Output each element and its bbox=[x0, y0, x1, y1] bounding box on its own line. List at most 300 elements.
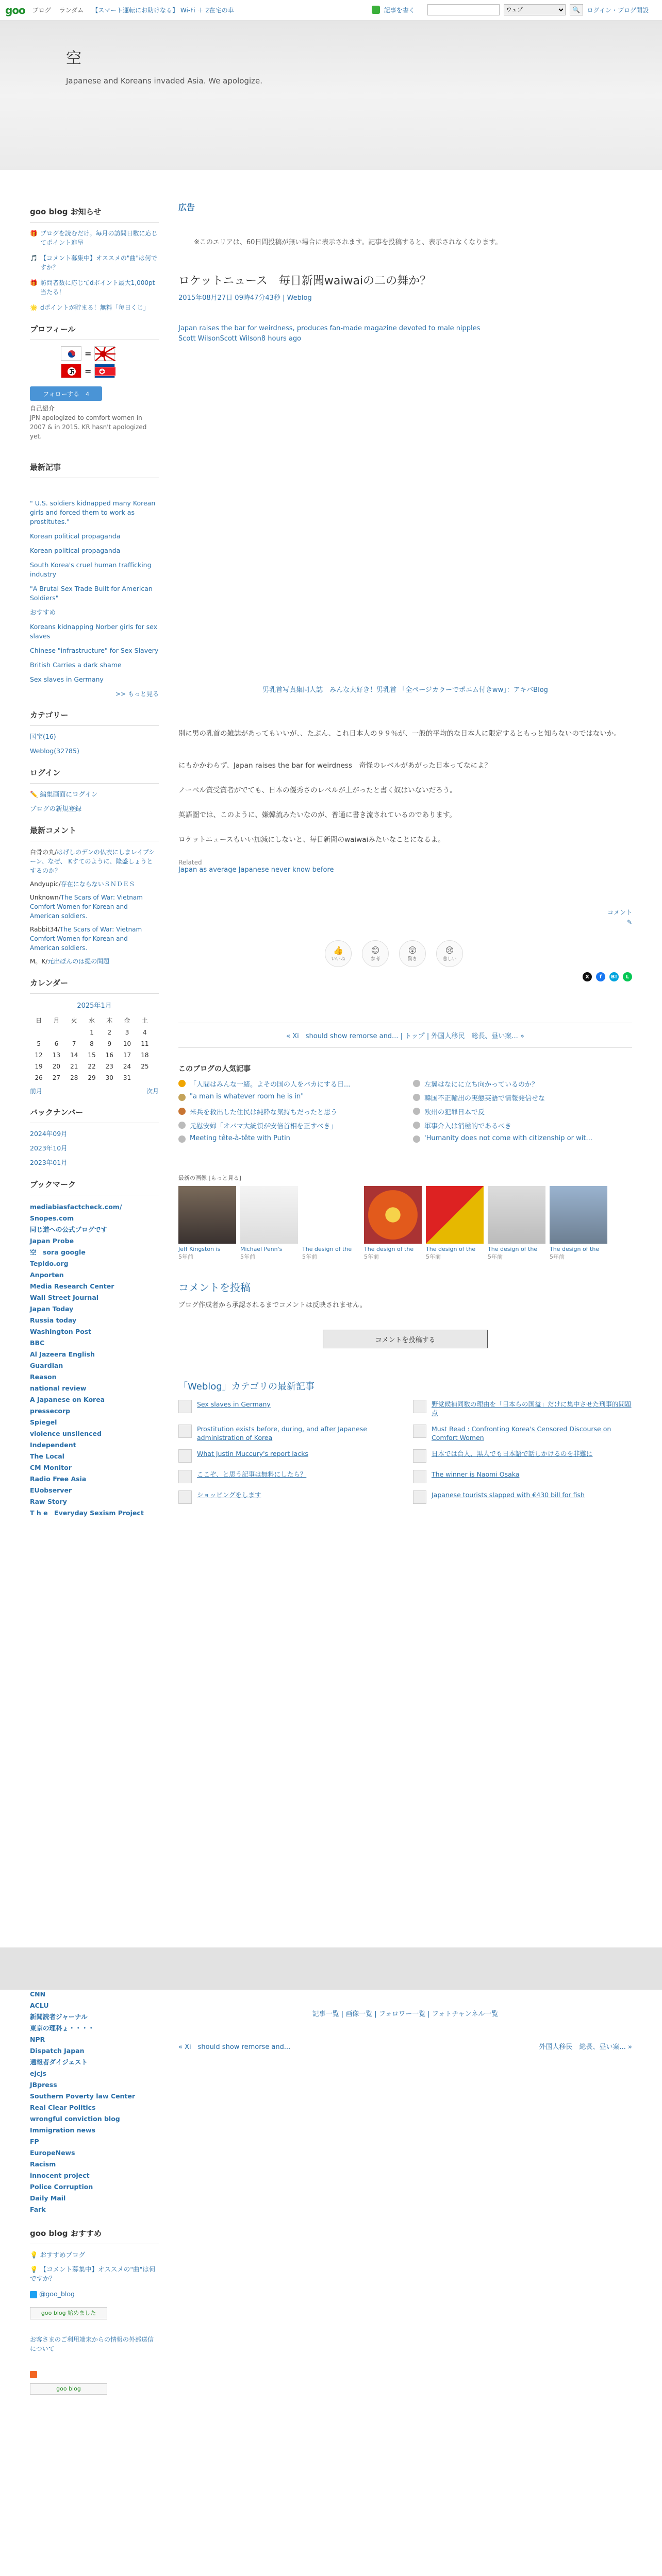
recent-more-link[interactable]: >> もっと見る bbox=[115, 690, 159, 698]
recent-post-link[interactable]: "A Brutal Sex Trade Built for American Soldiers" bbox=[30, 585, 153, 602]
latest-post-item[interactable] bbox=[413, 1425, 632, 1442]
calendar-day[interactable]: 9 bbox=[107, 1040, 112, 1047]
thumbnail-caption[interactable]: Michael Penn's bbox=[240, 1246, 283, 1252]
bookmark-link[interactable]: BBC bbox=[30, 1339, 45, 1347]
comment-link-label: コメント bbox=[607, 909, 632, 916]
recent-post-link[interactable]: " U.S. soldiers kidnapped many Korean girls and forced them to work as prostitutes." bbox=[30, 499, 156, 526]
recent-post-link[interactable]: おすすめ bbox=[30, 608, 56, 616]
sidebar-continued bbox=[30, 1989, 159, 2406]
profile-section bbox=[30, 324, 159, 441]
bookmark-link[interactable]: Fark bbox=[30, 2206, 46, 2213]
post-paragraph: 別に男の乳首の雑誌があってもいいが、、たぶん、これ日本人の９９％が、一般的平均的な日本人に限定するともっと知らないのではないか。 bbox=[178, 730, 621, 738]
calendar-prev-link[interactable]: 前月 bbox=[30, 1088, 43, 1095]
thumbnail-caption[interactable]: Jeff Kingston is bbox=[178, 1246, 221, 1252]
latest-post-item[interactable] bbox=[413, 1470, 632, 1483]
calendar-day[interactable]: 14 bbox=[70, 1052, 78, 1059]
calendar-day bbox=[136, 1072, 154, 1083]
bookmark-link[interactable]: FP bbox=[30, 2138, 39, 2145]
thumbnail[interactable] bbox=[488, 1186, 545, 1261]
bookmark-link[interactable]: Real Clear Politics bbox=[30, 2104, 96, 2111]
calendar-day[interactable]: 5 bbox=[37, 1040, 41, 1047]
comments-section bbox=[30, 825, 159, 966]
share-buttons bbox=[178, 972, 632, 981]
comment-author: M。K/ bbox=[30, 958, 48, 965]
nav-blog[interactable]: ブログ bbox=[32, 7, 51, 14]
calendar-day[interactable]: 30 bbox=[105, 1074, 113, 1081]
popular-item-title: 'Humanity does not come with citizenship or wit... bbox=[424, 1134, 592, 1142]
latest-post-title: 日本では台人、黒人でも日本語で話しかけるのを非難に bbox=[432, 1450, 593, 1458]
bookmark-link[interactable]: innocent project bbox=[30, 2172, 90, 2179]
bookmark-link[interactable]: Police Corruption bbox=[30, 2183, 93, 2191]
latest-heading: 「Weblog」カテゴリの最新記事 bbox=[178, 1381, 315, 1392]
latest-post-title: Japanese tourists slapped with €430 bill for fish bbox=[432, 1491, 585, 1499]
popular-item-title: "a man is whatever room he is in" bbox=[190, 1093, 304, 1100]
post-paragraph: ロケットニュースもいい加減にしないと、毎日新聞のwaiwaiみたいなことになるよ。 bbox=[178, 836, 445, 844]
gift-icon: 🎁 bbox=[30, 279, 38, 286]
music-icon: 🎵 bbox=[30, 255, 38, 262]
calendar-month[interactable]: 2025年1月 bbox=[77, 1002, 112, 1010]
calendar-day[interactable]: 17 bbox=[123, 1052, 131, 1059]
bookmark-link[interactable]: Japan Probe bbox=[30, 1237, 74, 1245]
recommend-label: 【コメント募集中】オススメの"曲"は何ですか？ bbox=[30, 2265, 156, 2282]
popular-item[interactable] bbox=[178, 1107, 398, 1116]
popular-heading: このブログの人気記事 bbox=[178, 1065, 251, 1073]
bookmark-link[interactable]: JBpress bbox=[30, 2081, 57, 2089]
bookmark-link[interactable]: Tepido.org bbox=[30, 1260, 69, 1267]
calendar-day[interactable]: 7 bbox=[72, 1040, 76, 1047]
calendar-next-link[interactable]: 次月 bbox=[146, 1088, 159, 1095]
latest-post-item[interactable] bbox=[178, 1449, 398, 1463]
document-icon bbox=[178, 1400, 192, 1413]
comment-link[interactable]: The Scars of War: Vietnam Comfort Women for Korean and American soldiers. bbox=[30, 894, 143, 920]
backnumber-link[interactable]: 2023年10月 bbox=[30, 1144, 68, 1152]
bookmark-link[interactable]: Southern Poverty law Center bbox=[30, 2092, 136, 2100]
document-icon bbox=[178, 1470, 192, 1483]
thumbnail-image[interactable] bbox=[364, 1186, 422, 1244]
popular-item-title: 韓国不正輸出の実態英語で情報発信せな bbox=[424, 1095, 545, 1103]
latest-post-title: 野党候補同数の理由を「日本らの国益」だけに集中させた刑事的問題点 bbox=[432, 1400, 632, 1417]
news-item-text[interactable]: 訪問者数に応じてdポイント最大1,000pt当たる！ bbox=[40, 279, 155, 296]
bottom-links[interactable]: 記事一覧 | 画像一覧 | フォロワー一覧 | フォトチャンネル一覧 bbox=[312, 2010, 499, 2018]
profile-heading: プロフィール bbox=[30, 324, 159, 340]
news-section bbox=[30, 206, 159, 312]
calendar-table bbox=[30, 1014, 154, 1083]
bookmark-link[interactable]: CM Monitor bbox=[30, 1464, 72, 1471]
calendar-day[interactable]: 4 bbox=[143, 1029, 147, 1036]
thumbnail-caption[interactable]: The design of the bbox=[426, 1246, 476, 1252]
bookmark-link[interactable]: Washington Post bbox=[30, 1328, 92, 1335]
bookmark-link[interactable]: 空 sora google bbox=[30, 1248, 86, 1256]
latest-post-item[interactable] bbox=[178, 1490, 398, 1504]
surprised-icon: 😲 bbox=[408, 945, 417, 955]
recent-post-link[interactable]: Korean political propaganda bbox=[30, 532, 121, 540]
calendar-weekday: 土 bbox=[141, 1017, 148, 1024]
star-icon: 🌟 bbox=[30, 304, 38, 311]
popular-item[interactable] bbox=[413, 1079, 632, 1089]
bottom-prev-link[interactable]: « Xi should show remorse and... bbox=[178, 2043, 291, 2051]
bookmark-link[interactable]: Anporten bbox=[30, 1271, 64, 1279]
latest-post-item[interactable] bbox=[413, 1449, 632, 1463]
goo-blog-badge[interactable]: goo blog 始めました bbox=[30, 2307, 107, 2319]
post-category[interactable]: Weblog bbox=[287, 294, 312, 302]
latest-post-title: ショッピングをします bbox=[197, 1491, 261, 1499]
calendar-day[interactable]: 3 bbox=[125, 1029, 129, 1036]
calendar-day[interactable]: 2 bbox=[107, 1029, 112, 1036]
thumbnail[interactable] bbox=[240, 1186, 298, 1261]
rising-sun-flag-icon bbox=[94, 346, 115, 361]
profile-bio: JPN apologized to comfort women in 2007 & in 2015. KR hasn't apologized yet. bbox=[30, 414, 147, 440]
bookmark-link[interactable]: pressecorp bbox=[30, 1407, 71, 1415]
edit-login-label: 編集画面にログイン bbox=[40, 790, 98, 798]
goo-logo[interactable]: goo bbox=[5, 4, 25, 16]
calendar-day[interactable]: 19 bbox=[35, 1063, 43, 1070]
search-input[interactable] bbox=[427, 4, 500, 15]
popular-item[interactable] bbox=[413, 1107, 632, 1116]
bookmark-link[interactable]: national review bbox=[30, 1384, 87, 1392]
post-author[interactable]: Scott WilsonScott Wilson8 hours ago bbox=[178, 335, 302, 343]
pencil-icon: ✎ bbox=[626, 919, 632, 926]
calendar-day[interactable]: 15 bbox=[88, 1052, 96, 1059]
thumbnail-image[interactable] bbox=[240, 1186, 298, 1244]
ad-band bbox=[0, 1947, 662, 1990]
crown-icon bbox=[413, 1080, 420, 1087]
rss-icon[interactable] bbox=[30, 2371, 37, 2378]
comment-link[interactable]: はげしのデンの仏衣にしまレイプシーン、なぜ、 Kすてのように、隆盛しょうとするのか？ bbox=[30, 849, 155, 874]
blog-description: Japanese and Koreans invaded Asia. We apologize. bbox=[66, 76, 262, 86]
post-body bbox=[178, 728, 632, 845]
news-item[interactable] bbox=[30, 253, 159, 272]
popular-item[interactable] bbox=[178, 1121, 398, 1130]
bookmark-link[interactable]: 東京の理科ょ・・・・ bbox=[30, 2024, 95, 2032]
bookmark-link[interactable]: EuropeNews bbox=[30, 2149, 75, 2157]
bookmark-link[interactable]: Dispatch Japan bbox=[30, 2047, 85, 2055]
post-date[interactable]: 2015年08月27日 09時47分43秒 bbox=[178, 294, 280, 302]
bookmarks-heading: ブックマーク bbox=[30, 1179, 159, 1195]
hatena-share-icon[interactable]: B! bbox=[609, 972, 619, 981]
reaction-like[interactable] bbox=[325, 940, 352, 967]
calendar-heading: カレンダー bbox=[30, 977, 159, 994]
calendar-weekday: 月 bbox=[53, 1017, 60, 1024]
document-icon bbox=[413, 1425, 426, 1438]
thumbnail-image[interactable] bbox=[550, 1186, 607, 1244]
bookmark-link[interactable]: mediabiasfactcheck.com/ bbox=[30, 1203, 122, 1211]
thumbs-heading[interactable]: 最新の画像 [もっと見る] bbox=[178, 1175, 242, 1181]
thumbnail-image[interactable] bbox=[302, 1186, 360, 1244]
related-heading: Related bbox=[178, 859, 202, 866]
bookmark-link[interactable]: NPR bbox=[30, 2036, 45, 2043]
calendar-day bbox=[65, 1027, 83, 1038]
news-item-text[interactable]: dポイントが貯まる！無料「毎日くじ」 bbox=[40, 304, 150, 311]
privacy-note-link[interactable]: お客さまのご利用端末からの情報の外部送信について bbox=[30, 2336, 154, 2352]
comment-author: Rabbit34/ bbox=[30, 926, 60, 933]
calendar-day[interactable]: 29 bbox=[88, 1074, 96, 1081]
recommend-link[interactable]: 💡 【コメント募集中】オススメの"曲"は何ですか？ bbox=[30, 2265, 156, 2282]
bookmark-link[interactable]: Wall Street Journal bbox=[30, 1294, 99, 1301]
popular-item[interactable] bbox=[178, 1079, 398, 1089]
bookmark-link[interactable]: Guardian bbox=[30, 1362, 63, 1369]
flag-row bbox=[61, 346, 123, 361]
latest-post-item[interactable] bbox=[178, 1425, 398, 1442]
profile-image[interactable] bbox=[61, 346, 123, 378]
bookmark-link[interactable]: Russia today bbox=[30, 1316, 77, 1324]
thumbnail-image[interactable] bbox=[488, 1186, 545, 1244]
bookmark-link[interactable]: Snopes.com bbox=[30, 1214, 74, 1222]
calendar-week bbox=[30, 1072, 154, 1083]
recommend-heading: goo blog おすすめ bbox=[30, 2228, 159, 2244]
popular-item[interactable] bbox=[178, 1134, 398, 1143]
document-icon bbox=[413, 1400, 426, 1413]
calendar-day[interactable]: 23 bbox=[105, 1063, 113, 1070]
post-paragraph: 英語圏では、このように、嫌韓流みたいなのが、普通に書き流されているのであります。 bbox=[178, 811, 456, 819]
news-item-text[interactable]: ブログを読むだけ。毎月の訪問日数に応じてポイント進呈 bbox=[40, 230, 158, 246]
login-heading: ログイン bbox=[30, 767, 159, 784]
calendar-weekdays bbox=[30, 1014, 154, 1027]
edit-login-link[interactable] bbox=[30, 790, 159, 799]
thumbnail-caption[interactable]: The design of the bbox=[488, 1246, 538, 1252]
document-icon bbox=[178, 1425, 192, 1438]
follow-count: 4 bbox=[86, 390, 89, 398]
calendar-day[interactable]: 21 bbox=[70, 1063, 78, 1070]
latest-post-title: Must Read : Confronting Korea's Censored Discourse on Comfort Women bbox=[432, 1425, 611, 1442]
circle-icon bbox=[413, 1094, 420, 1101]
reaction-sad[interactable] bbox=[436, 940, 463, 967]
equals-icon: = bbox=[85, 348, 92, 359]
thumbnail[interactable] bbox=[550, 1186, 607, 1261]
popular-item-title: 左翼はなにに立ち向かっているのか？ bbox=[424, 1081, 539, 1089]
calendar-weekday: 金 bbox=[124, 1017, 130, 1024]
bookmark-link[interactable]: Independent bbox=[30, 1441, 76, 1449]
recent-post-link[interactable]: Koreans kidnapping Norber girls for sex slaves bbox=[30, 623, 158, 640]
comment-link[interactable]: 存在にならないＳＮＤＥＳ bbox=[60, 880, 135, 888]
search-button[interactable]: 🔍 bbox=[570, 4, 583, 15]
recent-posts-list bbox=[30, 499, 159, 684]
latest-post-title: ここぞ、と思う記事は無料にしたら？ bbox=[197, 1470, 307, 1478]
bookmark-link[interactable]: EUobserver bbox=[30, 1486, 72, 1494]
red-flag-icon bbox=[61, 364, 81, 378]
thumbnail[interactable] bbox=[364, 1186, 422, 1261]
related-link[interactable]: Japan as average Japanese never know before bbox=[178, 866, 334, 874]
comment-author: Unknown/ bbox=[30, 894, 61, 901]
sad-icon: 😢 bbox=[445, 945, 454, 955]
post-comment-button[interactable]: コメントを投稿する bbox=[323, 1330, 488, 1348]
bottom-next-link[interactable]: 外国人移民 総長、昼い案... » bbox=[539, 2043, 632, 2051]
news-item-text[interactable]: 【コメント募集中】オススメの"曲"は何ですか？ bbox=[40, 255, 157, 271]
post-lead-link[interactable]: Japan raises the bar for weirdness, produces fan-made magazine devoted to male nipples bbox=[178, 325, 481, 332]
calendar-day[interactable]: 12 bbox=[35, 1052, 43, 1059]
write-article-link[interactable]: 記事を書く bbox=[384, 6, 415, 14]
thumbnail-caption[interactable]: The design of the bbox=[364, 1246, 414, 1252]
thumbnail-date: 5年前 bbox=[302, 1253, 317, 1260]
thumbnail-image[interactable] bbox=[426, 1186, 484, 1244]
recommend-link[interactable]: 💡 おすすめブログ bbox=[30, 2251, 86, 2259]
register-link[interactable]: ブログの新規登録 bbox=[30, 805, 82, 812]
popular-item-title: 軍事介入は消極的であるべき bbox=[424, 1123, 512, 1130]
top-navigation-bar bbox=[0, 0, 662, 21]
bookmark-link[interactable]: Immigration news bbox=[30, 2126, 95, 2134]
latest-post-item[interactable] bbox=[178, 1470, 398, 1483]
calendar-day[interactable]: 27 bbox=[52, 1074, 61, 1081]
recent-post-link[interactable]: Chinese "infrastructure" for Sex Slavery bbox=[30, 647, 159, 654]
comment-author: 白骨の丸/ bbox=[30, 849, 57, 856]
bookmark-link[interactable]: CNN bbox=[30, 1990, 46, 1998]
search-scope-select[interactable] bbox=[504, 4, 566, 15]
calendar-body bbox=[30, 1027, 154, 1083]
category-link[interactable]: 国宝(16) bbox=[30, 733, 56, 740]
popular-item[interactable] bbox=[178, 1093, 398, 1103]
popular-item[interactable] bbox=[413, 1121, 632, 1130]
blog-header bbox=[0, 21, 662, 170]
bookmark-link[interactable]: 同じ道への公式ブログです bbox=[30, 1226, 108, 1233]
post-comment-heading: コメントを投稿 bbox=[178, 1281, 251, 1294]
north-korea-flag-icon bbox=[94, 364, 115, 378]
document-icon bbox=[413, 1490, 426, 1504]
post-paragraph: にもかかわらず、Japan raises the bar for weirdness 奇怪のレベルがあがった日本ってなによ？ bbox=[178, 761, 491, 770]
document-icon bbox=[413, 1449, 426, 1463]
follow-button[interactable] bbox=[30, 386, 102, 401]
ad-label: 広告 bbox=[178, 202, 195, 212]
calendar-day[interactable]: 11 bbox=[141, 1040, 149, 1047]
calendar-week bbox=[30, 1049, 154, 1061]
latest-post-item[interactable] bbox=[178, 1400, 398, 1417]
calendar-nav bbox=[30, 1087, 159, 1095]
comment-link[interactable]: The Scars of War: Vietnam Comfort Women for Korean and American soldiers. bbox=[30, 926, 142, 952]
facebook-share-icon[interactable]: f bbox=[596, 972, 605, 981]
bookmark-link[interactable]: 通報者ダイジェスト bbox=[30, 2058, 88, 2066]
bookmark-link[interactable]: ACLU bbox=[30, 2002, 49, 2009]
bookmark-link[interactable]: Daily Mail bbox=[30, 2194, 66, 2202]
main-content bbox=[178, 201, 632, 1504]
bookmark-link[interactable]: Raw Story bbox=[30, 1498, 67, 1505]
line-share-icon[interactable]: L bbox=[623, 972, 632, 981]
equals-icon: = bbox=[85, 366, 92, 376]
recent-post-link[interactable]: South Korea's cruel human trafficking industry bbox=[30, 561, 152, 578]
backnumber-link[interactable]: 2023年01月 bbox=[30, 1159, 68, 1166]
twitter-icon bbox=[30, 2291, 37, 2298]
latest-post-item[interactable] bbox=[413, 1400, 632, 1417]
calendar-day[interactable]: 10 bbox=[123, 1040, 131, 1047]
calendar-day[interactable]: 1 bbox=[90, 1029, 94, 1036]
korea-flag-icon bbox=[61, 346, 81, 361]
reaction-surprise[interactable] bbox=[399, 940, 426, 967]
goo-blog-footer-logo[interactable]: goo blog bbox=[30, 2383, 107, 2395]
post-title[interactable]: ロケットニュース 毎日新聞waiwaiの二の舞か？ bbox=[178, 275, 432, 287]
thumbnail[interactable] bbox=[426, 1186, 484, 1261]
category-link[interactable]: Weblog(32785) bbox=[30, 747, 79, 755]
x-share-icon[interactable]: X bbox=[583, 972, 592, 981]
bookmark-link[interactable]: T h e Everyday Sexism Project bbox=[30, 1509, 144, 1517]
recent-post-link[interactable]: Sex slaves in Germany bbox=[30, 675, 104, 683]
thumbnail[interactable] bbox=[302, 1186, 360, 1261]
bookmark-link[interactable]: Radio Free Asia bbox=[30, 1475, 87, 1483]
bookmark-link[interactable]: Media Research Center bbox=[30, 1282, 114, 1290]
latest-category-posts bbox=[178, 1400, 632, 1504]
news-item[interactable] bbox=[30, 303, 159, 312]
calendar-weekday: 日 bbox=[36, 1017, 42, 1024]
thumbnail[interactable] bbox=[178, 1186, 236, 1261]
top-right-tools bbox=[372, 4, 657, 15]
calendar-day[interactable]: 31 bbox=[123, 1074, 131, 1081]
twitter-link[interactable] bbox=[30, 2290, 159, 2299]
bookmark-link[interactable]: ejcjs bbox=[30, 2070, 46, 2077]
post-embedded-link[interactable]: 男乳首写真集同人誌 みんな大好き！男乳首 「全ページカラーでポエム付きww」：アキバBlog bbox=[262, 686, 548, 694]
login-section bbox=[30, 767, 159, 814]
latest-images bbox=[178, 1186, 632, 1261]
bookmark-link[interactable]: 新聞読者ジャーナル bbox=[30, 2013, 88, 2021]
circle-icon bbox=[413, 1122, 420, 1129]
popular-item[interactable] bbox=[413, 1093, 632, 1103]
twitter-handle: @goo_blog bbox=[39, 2290, 75, 2298]
popular-item-title: 「人間はみんな一緒。よその国の人をバカにする日... bbox=[190, 1081, 351, 1089]
calendar-day[interactable]: 20 bbox=[52, 1063, 61, 1070]
latest-post-item[interactable] bbox=[413, 1490, 632, 1504]
news-item[interactable] bbox=[30, 229, 159, 247]
recent-post-link[interactable]: Korean political propaganda bbox=[30, 547, 121, 554]
thumbnail-date: 5年前 bbox=[178, 1253, 193, 1260]
thumbnail-date: 5年前 bbox=[364, 1253, 379, 1260]
calendar-day[interactable]: 16 bbox=[105, 1052, 113, 1059]
post-pager[interactable]: « Xi should show remorse and... | トップ | 外国人移民 総長、昼い案... » bbox=[178, 1023, 632, 1048]
reaction-useful[interactable] bbox=[362, 940, 389, 967]
popular-item-title: 欧州の犯罪日本で反 bbox=[424, 1109, 485, 1116]
recommend-label: おすすめブログ bbox=[40, 2251, 86, 2259]
comment-item bbox=[30, 893, 159, 921]
bookmark-link[interactable]: wrongful conviction blog bbox=[30, 2115, 120, 2123]
bookmark-link[interactable]: Spiegel bbox=[30, 1418, 57, 1426]
calendar-day[interactable]: 28 bbox=[70, 1074, 78, 1081]
pencil-icon: ✏️ bbox=[30, 790, 40, 798]
blog-title[interactable]: 空 bbox=[66, 49, 81, 67]
document-icon bbox=[178, 1449, 192, 1463]
bookmark-link[interactable]: Al Jazeera English bbox=[30, 1350, 95, 1358]
bookmark-link[interactable]: Racism bbox=[30, 2160, 56, 2168]
recent-post-link[interactable]: British Carries a dark shame bbox=[30, 661, 122, 669]
calendar-week bbox=[30, 1038, 154, 1049]
comment-link[interactable] bbox=[178, 908, 632, 926]
latest-post-title: What Justin Muccury's report lacks bbox=[197, 1450, 308, 1458]
bookmark-link[interactable]: Japan Today bbox=[30, 1305, 74, 1313]
reaction-label: 参考 bbox=[370, 957, 380, 962]
popular-item[interactable] bbox=[413, 1134, 632, 1143]
nav-promo[interactable]: 【スマート運転にお助けなる】 Wi-Fi ＋ 2在宅の車 bbox=[92, 7, 234, 14]
calendar-day[interactable]: 6 bbox=[54, 1040, 59, 1047]
follow-label: フォローする bbox=[43, 390, 80, 398]
thumbnail-caption[interactable]: The design of the bbox=[302, 1246, 352, 1252]
login-link[interactable]: ログイン・ブログ開設 bbox=[587, 6, 649, 14]
calendar-day[interactable]: 13 bbox=[52, 1052, 61, 1059]
bookmark-link[interactable]: The Local bbox=[30, 1452, 64, 1460]
calendar-day[interactable]: 26 bbox=[35, 1074, 43, 1081]
thumbnail-caption[interactable]: The design of the bbox=[550, 1246, 600, 1252]
backnumber-link[interactable]: 2024年09月 bbox=[30, 1130, 68, 1138]
calendar-weekday: 水 bbox=[88, 1017, 95, 1024]
bookmark-link[interactable]: violence unsilenced bbox=[30, 1430, 102, 1437]
document-icon bbox=[178, 1490, 192, 1504]
news-item[interactable] bbox=[30, 278, 159, 297]
thumbnail-image[interactable] bbox=[178, 1186, 236, 1244]
calendar-day[interactable]: 18 bbox=[141, 1052, 149, 1059]
thumbnail-date: 5年前 bbox=[550, 1253, 565, 1260]
comment-link[interactable]: 元出ぼんのは提の問題 bbox=[47, 958, 110, 965]
bookmark-link[interactable]: Reason bbox=[30, 1373, 57, 1381]
calendar-day[interactable]: 22 bbox=[88, 1063, 96, 1070]
bookmark-link[interactable]: A Japanese on Korea bbox=[30, 1396, 105, 1403]
bottom-pager bbox=[178, 2041, 632, 2051]
calendar-day[interactable]: 24 bbox=[123, 1063, 131, 1070]
calendar-day[interactable]: 8 bbox=[90, 1040, 94, 1047]
calendar-day[interactable]: 25 bbox=[141, 1063, 149, 1070]
nav-random[interactable]: ランダム bbox=[59, 7, 84, 14]
thumbnail-date: 5年前 bbox=[488, 1253, 503, 1260]
